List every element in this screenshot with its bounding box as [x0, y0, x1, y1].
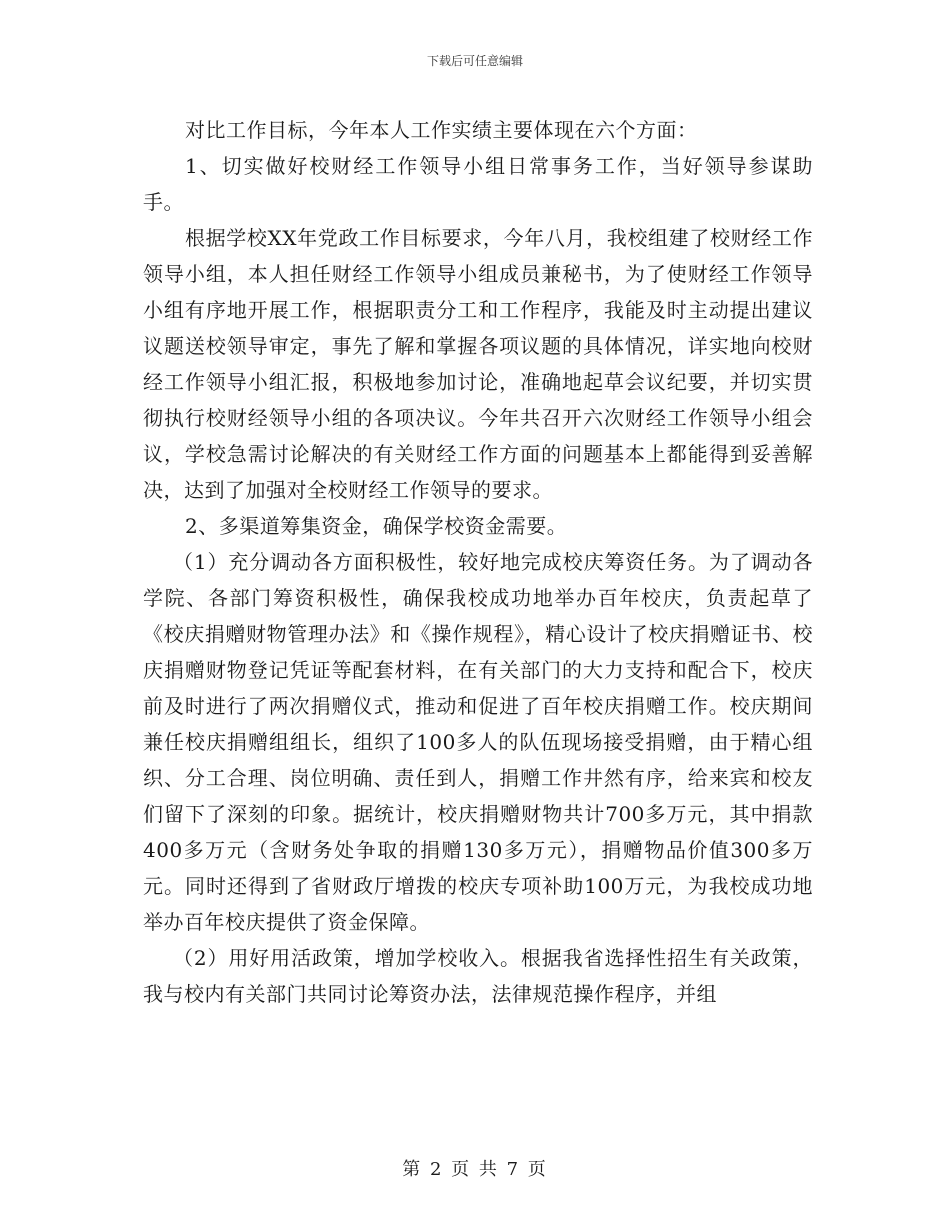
document-body — [143, 112, 813, 1012]
page-header: 下载后可任意编辑 — [426, 54, 523, 68]
page-footer: 第 2 页 共 7 页 — [402, 1159, 548, 1180]
paragraph-item-1-heading: 1、切实做好校财经工作领导小组日常事务工作，当好领导参谋助手。 — [143, 154, 813, 214]
paragraph-intro: 对比工作目标，今年本人工作实绩主要体现在六个方面： — [185, 118, 698, 142]
paragraph-item-2-heading: 2、多渠道筹集资金，确保学校资金需要。 — [185, 514, 568, 538]
paragraph-item-1-body: 根据学校XX年党政工作目标要求，今年八月，我校组建了校财经工作领导小组，本人担任财经工作领导小组成员兼秘书，为了使财经工作领导小组有序地开展工作，根据职责分工和工作程序，我能及时主动提出建议议题送校领导审定，事先了解和掌握各项议题的具体情况，详实地向校财经工作领导小组汇报，积极地参加讨论，准确地起草会议纪要，并切实贯彻执行校财经领导小组的各项决议。今年共召开六次财经工作领导小组会议，学校急需讨论解决的有关财经工作方面的问题基本上都能得到妥善解决，达到了加强对全校财经工作领导的要求。 — [143, 226, 813, 502]
paragraph-item-2-sub-1: （1）充分调动各方面积极性，较好地完成校庆筹资任务。为了调动各学院、各部门筹资积极性，确保我校成功地举办百年校庆，负责起草了《校庆捐赠财物管理办法》和《操作规程》，精心设计了校庆捐赠证书、校庆捐赠财物登记凭证等配套材料，在有关部门的大力支持和配合下，校庆前及时进行了两次捐赠仪式，推动和促进了百年校庆捐赠工作。校庆期间兼任校庆捐赠组组长，组织了100多人的队伍现场接受捐赠，由于精心组织、分工合理、岗位明确、责任到人，捐赠工作井然有序，给来宾和校友们留下了深刻的印象。据统计，校庆捐赠财物共计700多万元，其中捐款400多万元（含财务处争取的捐赠130多万元），捐赠物品价值300多万元。同时还得到了省财政厅增拨的校庆专项补助100万元，为我校成功地举办百年校庆提供了资金保障。 — [143, 550, 813, 934]
paragraph-item-2-sub-2: （2）用好用活政策，增加学校收入。根据我省选择性招生有关政策，我与校内有关部门共同讨论筹资办法，法律规范操作程序，并组 — [143, 946, 813, 1006]
